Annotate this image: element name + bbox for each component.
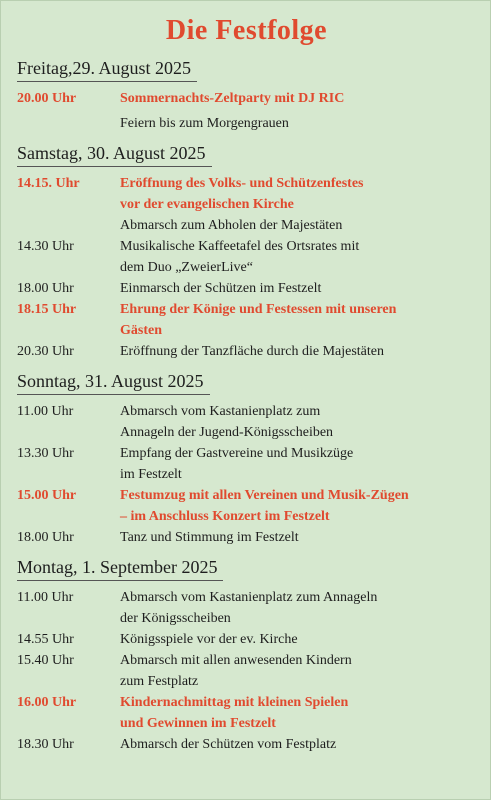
- event-row: [17, 629, 476, 650]
- event-time: 11.00 Uhr: [17, 404, 74, 419]
- day-heading: Samstag, 30. August 2025: [17, 142, 212, 167]
- event-row: [17, 713, 476, 734]
- event-row: [17, 194, 476, 215]
- event-time: 14.15. Uhr: [17, 176, 80, 191]
- event-row: [17, 734, 476, 755]
- event-description: Abmarsch vom Kastanienplatz zum Annageln: [120, 590, 378, 605]
- event-row: [17, 257, 476, 278]
- event-time: 20.00 Uhr: [17, 91, 77, 106]
- event-description: Abmarsch mit allen anwesenden Kindern: [120, 653, 352, 668]
- event-time: 18.30 Uhr: [17, 737, 74, 752]
- event-row: [17, 173, 476, 194]
- event-row: [17, 608, 476, 629]
- event-description: Abmarsch vom Kastanienplatz zum: [120, 404, 321, 419]
- event-description: Abmarsch zum Abholen der Majestäten: [120, 218, 343, 233]
- event-time: [17, 464, 120, 485]
- event-row: [17, 422, 476, 443]
- event-description: und Gewinnen im Festzelt: [120, 716, 276, 731]
- event-time: 16.00 Uhr: [17, 695, 77, 710]
- event-time: [17, 506, 120, 527]
- event-row: [17, 527, 476, 548]
- event-time: [17, 608, 120, 629]
- event-time: 14.30 Uhr: [17, 239, 74, 254]
- event-description: Einmarsch der Schützen im Festzelt: [120, 281, 322, 296]
- event-row: [17, 341, 476, 362]
- event-row: [17, 464, 476, 485]
- event-time: 15.00 Uhr: [17, 488, 77, 503]
- event-row: [17, 443, 476, 464]
- event-time: 20.30 Uhr: [17, 344, 74, 359]
- schedule: [17, 57, 476, 755]
- event-row: [17, 88, 476, 109]
- event-description: Gästen: [120, 323, 162, 338]
- day-section: [17, 370, 476, 548]
- event-row: [17, 236, 476, 257]
- event-row: [17, 113, 476, 134]
- event-time: 15.40 Uhr: [17, 653, 74, 668]
- event-time: 18.15 Uhr: [17, 302, 77, 317]
- event-description: Kindernachmittag mit kleinen Spielen: [120, 695, 349, 710]
- event-row: [17, 671, 476, 692]
- event-time: 14.55 Uhr: [17, 632, 74, 647]
- event-time: 18.00 Uhr: [17, 530, 74, 545]
- event-row: [17, 692, 476, 713]
- event-time: [17, 257, 120, 278]
- event-row: [17, 650, 476, 671]
- event-description: Feiern bis zum Morgengrauen: [120, 116, 289, 131]
- event-time: 13.30 Uhr: [17, 446, 74, 461]
- event-row: [17, 401, 476, 422]
- event-time: [17, 215, 120, 236]
- day-section: [17, 556, 476, 755]
- event-description: – im Anschluss Konzert im Festzelt: [120, 509, 330, 524]
- event-row: [17, 299, 476, 320]
- event-time: [17, 113, 120, 134]
- day-heading: Sonntag, 31. August 2025: [17, 370, 210, 395]
- event-row: [17, 278, 476, 299]
- event-description: Annageln der Jugend-Königsscheiben: [120, 425, 334, 440]
- event-description: dem Duo „ZweierLive“: [120, 260, 253, 275]
- day-heading: Freitag,29. August 2025: [17, 57, 197, 82]
- day-section: [17, 142, 476, 362]
- event-description: Königsspiele vor der ev. Kirche: [120, 632, 298, 647]
- event-description: Tanz und Stimmung im Festzelt: [120, 530, 299, 545]
- event-time: [17, 194, 120, 215]
- event-description: im Festzelt: [120, 467, 182, 482]
- event-description: Eröffnung des Volks- und Schützenfestes: [120, 176, 364, 191]
- event-description: Festumzug mit allen Vereinen und Musik-Zügen: [120, 488, 409, 503]
- day-heading: Montag, 1. September 2025: [17, 556, 223, 581]
- event-row: [17, 215, 476, 236]
- event-time: [17, 320, 120, 341]
- event-time: 11.00 Uhr: [17, 590, 74, 605]
- event-row: [17, 485, 476, 506]
- event-time: [17, 422, 120, 443]
- event-time: [17, 713, 120, 734]
- event-description: Musikalische Kaffeetafel des Ortsrates mit: [120, 239, 360, 254]
- page-title: Die Festfolge: [165, 15, 328, 46]
- event-description: Abmarsch der Schützen vom Festplatz: [120, 737, 337, 752]
- event-row: [17, 320, 476, 341]
- event-row: [17, 506, 476, 527]
- event-description: vor der evangelischen Kirche: [120, 197, 294, 212]
- event-description: Eröffnung der Tanzfläche durch die Majestäten: [120, 344, 385, 359]
- event-time: [17, 671, 120, 692]
- event-description: Ehrung der Könige und Festessen mit unseren: [120, 302, 397, 317]
- event-description: Sommernachts-Zeltparty mit DJ RIC: [120, 91, 345, 106]
- event-description: zum Festplatz: [120, 674, 199, 689]
- event-row: [17, 587, 476, 608]
- event-description: der Königsscheiben: [120, 611, 231, 626]
- event-description: Empfang der Gastvereine und Musikzüge: [120, 446, 354, 461]
- event-time: 18.00 Uhr: [17, 281, 74, 296]
- day-section: [17, 57, 476, 134]
